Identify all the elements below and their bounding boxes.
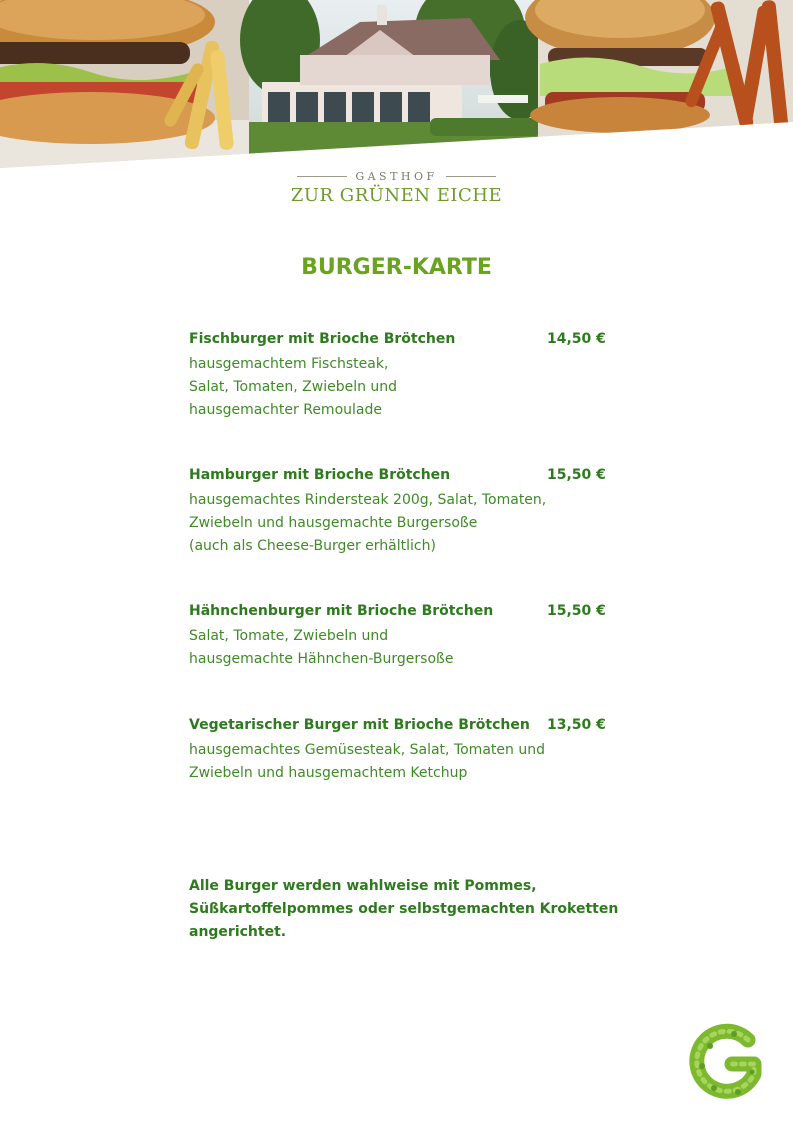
menu-item-name: Hamburger mit Brioche Brötchen <box>189 467 451 483</box>
menu-item <box>189 467 609 558</box>
menu-item-desc-line: hausgemachtes Gemüsesteak, Salat, Tomaten und <box>189 742 545 758</box>
menu-item-desc-line: Zwiebeln und hausgemachtem Ketchup <box>189 765 468 781</box>
menu-item-price: 14,50 € <box>547 331 606 347</box>
side-dish-note <box>189 875 619 944</box>
menu-item-desc-line: hausgemachtem Fischsteak, <box>189 356 389 372</box>
restaurant-logo <box>0 162 793 206</box>
menu-item <box>189 717 609 785</box>
logo-main-text: ZUR GRÜNEN EICHE <box>290 185 503 206</box>
note-line: Süßkartoffelpommes oder selbstgemachten Kroketten <box>189 901 619 917</box>
page-title: BURGER-KARTE <box>301 255 492 280</box>
menu-item-desc-line: (auch als Cheese-Burger erhältlich) <box>189 538 436 554</box>
menu-item-price: 13,50 € <box>547 717 606 733</box>
menu-item-desc-line: Salat, Tomaten, Zwiebeln und <box>189 379 398 395</box>
header-photo-banner <box>0 0 793 170</box>
leafy-g-logo-icon <box>688 1022 768 1102</box>
burger-photo-right <box>525 0 793 170</box>
menu-item-desc-line: Salat, Tomate, Zwiebeln und <box>189 628 389 644</box>
menu-item-name: Vegetarischer Burger mit Brioche Brötchen <box>189 717 530 733</box>
menu-item-header <box>189 331 609 353</box>
menu-item-name: Hähnchenburger mit Brioche Brötchen <box>189 603 494 619</box>
menu-item-desc-line: hausgemachtes Rindersteak 200g, Salat, Tomaten, <box>189 492 547 508</box>
menu-item-desc-line: Zwiebeln und hausgemachte Burgersoße <box>189 515 478 531</box>
note-line: angerichtet. <box>189 924 287 940</box>
logo-top-line <box>297 170 495 183</box>
menu-item <box>189 331 609 422</box>
restaurant-building-photo <box>240 0 550 170</box>
menu-item-price: 15,50 € <box>547 467 606 483</box>
logo-rule-right <box>446 176 496 177</box>
burger-photo-left <box>0 0 250 170</box>
menu-item-header <box>189 603 609 625</box>
note-line: Alle Burger werden wahlweise mit Pommes, <box>189 878 537 894</box>
menu-item-header <box>189 467 609 489</box>
menu-item-name: Fischburger mit Brioche Brötchen <box>189 331 456 347</box>
menu-item-desc-line: hausgemachte Hähnchen-Burgersoße <box>189 651 454 667</box>
menu-item-price: 15,50 € <box>547 603 606 619</box>
logo-top-text: GASTHOF <box>355 170 438 183</box>
menu-item-header <box>189 717 609 739</box>
logo-rule-left <box>297 176 347 177</box>
menu-item-desc-line: hausgemachter Remoulade <box>189 402 382 418</box>
menu-item <box>189 603 609 671</box>
